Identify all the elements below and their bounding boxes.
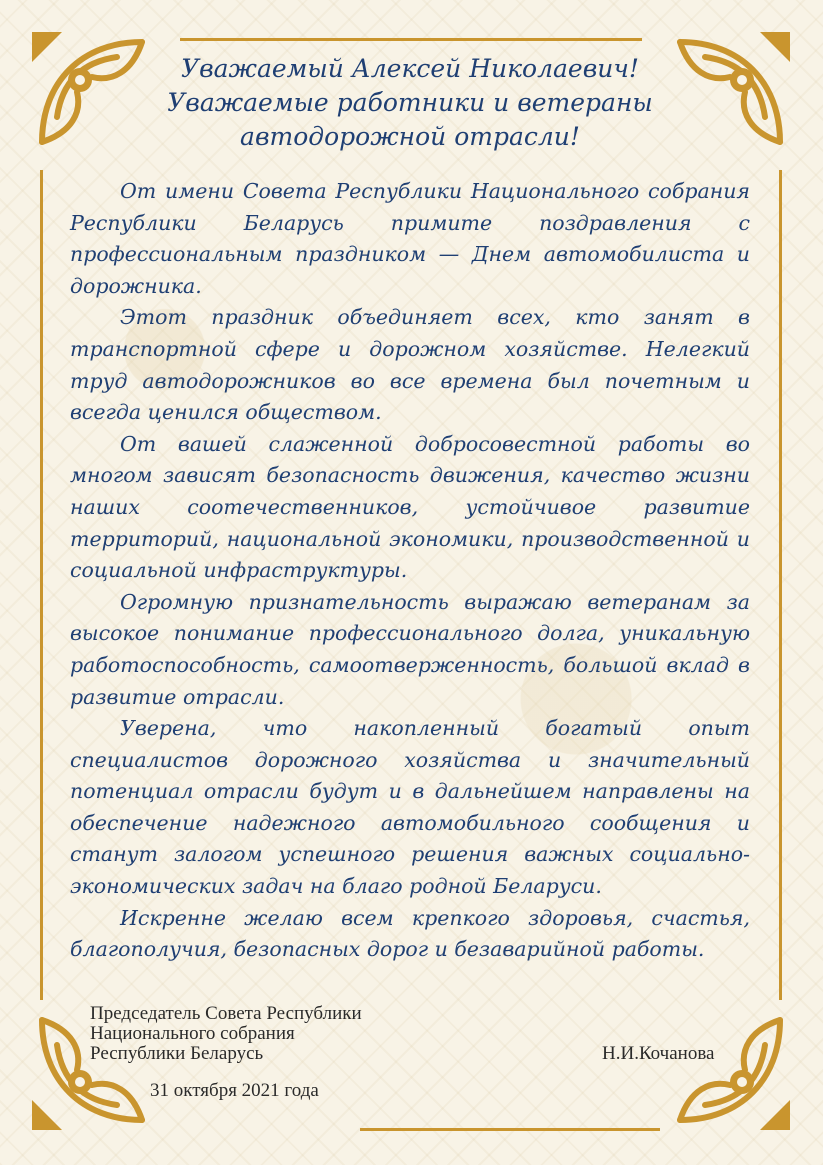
signatory-name: Н.И.Кочанова [602, 1043, 715, 1064]
body-paragraph: Искренне желаю всем крепкого здоровья, счастья, благополучия, безопасных дорог и безаварийной работы. [70, 905, 750, 962]
greeting-line: Уважаемый Алексей Николаевич! [181, 54, 639, 83]
signatory-title-line: Председатель Совета Республики [90, 1003, 362, 1024]
ornament-corner-icon [22, 22, 162, 162]
greeting-line: Уважаемые работники и ветераны [167, 88, 653, 117]
frame-right-line [779, 170, 782, 1000]
signatory-title [90, 1004, 362, 1064]
letter-body [70, 176, 750, 966]
letter-date: 31 октября 2021 года [150, 1080, 319, 1101]
body-paragraph: Огромную признательность выражаю ветеранам за высокое понимание профессионального долга, уникальную работоспособность, самоотверженность, большой вклад в развитие отрасли. [70, 589, 750, 709]
signatory-title-line: Республики Беларусь [90, 1043, 264, 1064]
body-paragraph: Этот праздник объединяет всех, кто занят в транспортной сфере и дорожном хозяйстве. Нелегкий труд автодорожников во все времена был почетным и всегда ценился обществом. [70, 305, 750, 425]
signatory-title-line: Национального собрания [90, 1023, 295, 1044]
ornament-corner-icon [660, 1000, 800, 1140]
frame-bottom-line [360, 1128, 660, 1131]
body-paragraph: Уверена, что накопленный богатый опыт специалистов дорожного хозяйства и значительный потенциал отрасли будут и в дальнейшем направлены на обеспечение надежного автомобильного сообщения и станут залогом успешного решения важных социально-экономических задач на благо родной Беларуси. [70, 716, 750, 899]
frame-left-line [40, 170, 43, 1000]
frame-top-line [180, 38, 642, 41]
body-paragraph: От имени Совета Республики Национального собрания Республики Беларусь примите поздравления с профессиональным праздником — Днем автомобилиста и дорожника. [70, 179, 750, 298]
greeting-line: автодорожной отрасли! [240, 122, 580, 151]
ornament-corner-icon [660, 22, 800, 162]
body-paragraph: От вашей слаженной добросовестной работы во многом зависят безопасность движения, качество жизни наших соотечественников, устойчивое развитие территорий, национальной экономики, производственной и социальной инфраструктуры. [70, 431, 750, 583]
letter-greeting [150, 52, 670, 154]
